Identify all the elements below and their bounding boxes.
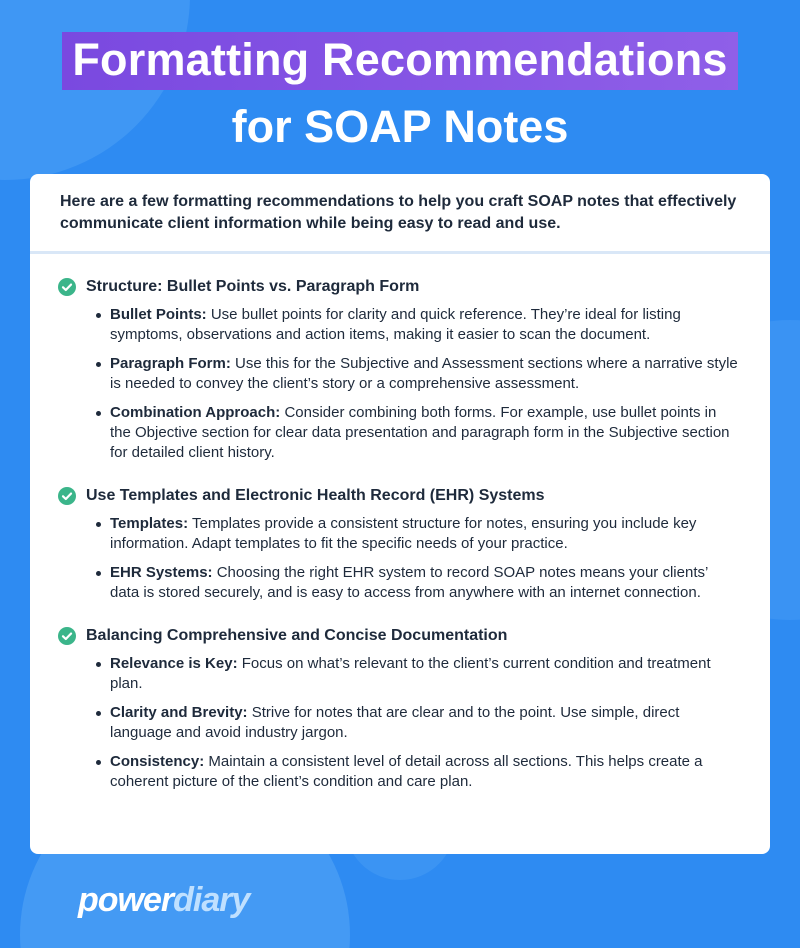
title-line-1 (0, 32, 800, 90)
list-item (94, 514, 740, 554)
list-item-text: Templates provide a consistent structure for notes, ensuring you include key information. Adapt templates to fit the specific needs of your practice. (110, 515, 697, 552)
check-circle-icon (58, 627, 76, 645)
list-item-term: Clarity and Brevity: (110, 704, 248, 721)
list-item (94, 354, 740, 394)
section-heading-text: Balancing Comprehensive and Concise Documentation (86, 627, 508, 644)
section-heading (58, 485, 740, 507)
section-heading (58, 276, 740, 298)
intro-text: Here are a few formatting recommendations to help you craft SOAP notes that effectively communicate client information while being easy to read and use. (30, 174, 770, 254)
section (58, 625, 740, 792)
bullet-list (58, 305, 740, 463)
list-item-term: Templates: (110, 515, 189, 532)
list-item-text: Maintain a consistent level of detail across all sections. This helps create a coherent picture of the client’s condition and care plan. (110, 753, 703, 790)
list-item-term: Combination Approach: (110, 404, 281, 421)
powerdiary-logo (78, 880, 249, 920)
list-item-text: Use bullet points for clarity and quick reference. They’re ideal for listing symptoms, observations and action items, making it easier to scan the document. (110, 306, 681, 343)
list-item-term: EHR Systems: (110, 564, 213, 581)
section-heading-text: Use Templates and Electronic Health Record (EHR) Systems (86, 487, 545, 504)
list-item (94, 563, 740, 603)
check-circle-icon (58, 278, 76, 296)
list-item-text: Strive for notes that are clear and to the point. Use simple, direct language and avoid industry jargon. (110, 704, 680, 741)
list-item-text: Focus on what’s relevant to the client’s current condition and treatment plan. (110, 655, 711, 692)
bullet-list (58, 514, 740, 603)
list-item (94, 403, 740, 463)
check-circle-icon (58, 487, 76, 505)
content-card (30, 174, 770, 854)
list-item-text: Use this for the Subjective and Assessment sections where a narrative style is needed to convey the client’s story or a comprehensive assessment. (110, 355, 738, 392)
sections-list (30, 254, 770, 792)
section-heading-text: Structure: Bullet Points vs. Paragraph Form (86, 278, 420, 295)
list-item (94, 305, 740, 345)
list-item (94, 703, 740, 743)
bullet-list (58, 654, 740, 792)
section-heading (58, 625, 740, 647)
logo-part-diary: diary (173, 881, 250, 919)
list-item-term: Consistency: (110, 753, 205, 770)
list-item (94, 654, 740, 694)
list-item-term: Bullet Points: (110, 306, 207, 323)
list-item-term: Paragraph Form: (110, 355, 231, 372)
list-item-text: Consider combining both forms. For example, use bullet points in the Objective section for clear data presentation and paragraph form in the Subjective section for detailed client history. (110, 404, 730, 461)
section (58, 276, 740, 463)
title-line-2: for SOAP Notes (231, 101, 569, 152)
list-item-text: Choosing the right EHR system to record SOAP notes means your clients’ data is stored securely, and is easy to access from anywhere with an internet connection. (110, 564, 708, 601)
logo-part-power: power (78, 881, 174, 919)
title-highlight: Formatting Recommendations (62, 32, 737, 90)
section (58, 485, 740, 603)
list-item-term: Relevance is Key: (110, 655, 238, 672)
list-item (94, 752, 740, 792)
